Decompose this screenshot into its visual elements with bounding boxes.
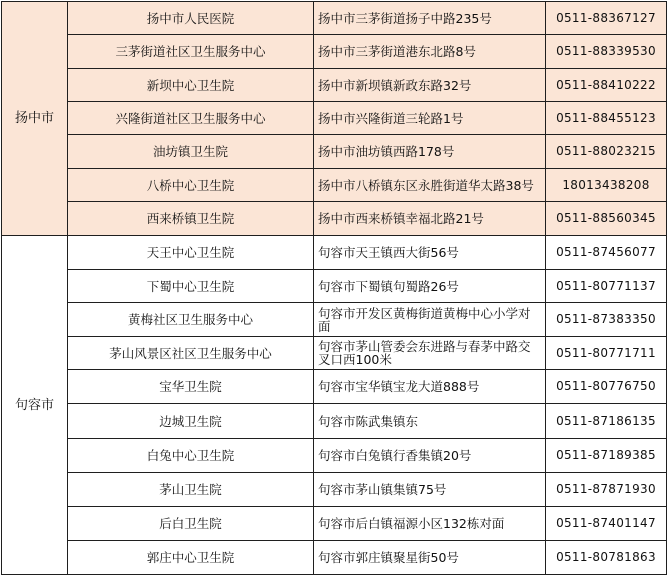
hospital-address: 扬中市八桥镇东区永胜街道华太路38号: [314, 169, 546, 202]
hospital-address: 扬中市油坊镇西路178号: [314, 135, 546, 169]
hospital-address: 句容市开发区黄梅街道黄梅中心小学对面: [314, 303, 546, 337]
hospital-name: 三茅街道社区卫生服务中心: [68, 35, 314, 69]
hospital-phone: 0511-87189385: [546, 439, 667, 473]
table-row: [2, 473, 667, 507]
table-row: [2, 439, 667, 473]
hospital-address: 句容市天王镇西大街56号: [314, 236, 546, 270]
table-row: [2, 69, 667, 102]
table-row: [2, 135, 667, 169]
hospital-name: 宝华卫生院: [68, 370, 314, 404]
hospital-phone: 0511-87186135: [546, 404, 667, 439]
table-row: [2, 337, 667, 370]
hospital-address: 扬中市三茅街道港东北路8号: [314, 35, 546, 69]
city-cell: 扬中市: [2, 2, 68, 236]
hospital-name: 白兔中心卫生院: [68, 439, 314, 473]
hospital-name: 茅山风景区社区卫生服务中心: [68, 337, 314, 370]
hospital-address: 句容市陈武集镇东: [314, 404, 546, 439]
group-yangzhong: [2, 2, 667, 236]
hospital-phone: 0511-87871930: [546, 473, 667, 507]
hospital-name: 后白卫生院: [68, 507, 314, 541]
hospital-phone: 0511-88455123: [546, 102, 667, 135]
hospital-phone: 0511-80781863: [546, 541, 667, 575]
hospital-name: 扬中市人民医院: [68, 2, 314, 35]
table-row: [2, 202, 667, 236]
hospital-name: 边城卫生院: [68, 404, 314, 439]
table-row: [2, 236, 667, 270]
hospital-address: 扬中市兴隆街道三轮路1号: [314, 102, 546, 135]
group-jurong: [2, 236, 667, 575]
hospital-name: 西来桥镇卫生院: [68, 202, 314, 236]
hospital-address: 句容市郭庄镇聚星街50号: [314, 541, 546, 575]
hospital-phone: 0511-88367127: [546, 2, 667, 35]
table-row: [2, 541, 667, 575]
hospital-phone: 0511-80776750: [546, 370, 667, 404]
hospital-name: 天王中心卫生院: [68, 236, 314, 270]
hospital-name: 下蜀中心卫生院: [68, 270, 314, 303]
hospital-phone: 0511-80771137: [546, 270, 667, 303]
hospital-table: [1, 1, 667, 575]
hospital-phone: 0511-80771711: [546, 337, 667, 370]
table-row: [2, 270, 667, 303]
hospital-phone: 0511-88339530: [546, 35, 667, 69]
table-row: [2, 35, 667, 69]
hospital-phone: 0511-87456077: [546, 236, 667, 270]
hospital-name: 新坝中心卫生院: [68, 69, 314, 102]
hospital-address: 句容市茅山镇集镇75号: [314, 473, 546, 507]
hospital-phone: 18013438208: [546, 169, 667, 202]
hospital-address: 扬中市西来桥镇幸福北路21号: [314, 202, 546, 236]
table-row: [2, 102, 667, 135]
hospital-address: 句容市宝华镇宝龙大道888号: [314, 370, 546, 404]
hospital-name: 兴隆街道社区卫生服务中心: [68, 102, 314, 135]
hospital-name: 八桥中心卫生院: [68, 169, 314, 202]
table-row: [2, 2, 667, 35]
hospital-phone: 0511-87401147: [546, 507, 667, 541]
table-row: [2, 404, 667, 439]
table-row: [2, 370, 667, 404]
hospital-address: 扬中市三茅街道扬子中路235号: [314, 2, 546, 35]
hospital-name: 郭庄中心卫生院: [68, 541, 314, 575]
hospital-address: 句容市下蜀镇句蜀路26号: [314, 270, 546, 303]
hospital-name: 黄梅社区卫生服务中心: [68, 303, 314, 337]
hospital-address: 句容市白兔镇行香集镇20号: [314, 439, 546, 473]
hospital-phone: 0511-88410222: [546, 69, 667, 102]
hospital-phone: 0511-88560345: [546, 202, 667, 236]
hospital-phone: 0511-87383350: [546, 303, 667, 337]
hospital-address: 句容市后白镇福源小区132栋对面: [314, 507, 546, 541]
table-row: [2, 507, 667, 541]
hospital-address: 扬中市新坝镇新政东路32号: [314, 69, 546, 102]
city-cell: 句容市: [2, 236, 68, 575]
hospital-address: 句容市茅山管委会东进路与春茅中路交叉口西100米: [314, 337, 546, 370]
table-row: [2, 169, 667, 202]
hospital-name: 茅山卫生院: [68, 473, 314, 507]
table-row: [2, 303, 667, 337]
hospital-name: 油坊镇卫生院: [68, 135, 314, 169]
hospital-phone: 0511-88023215: [546, 135, 667, 169]
